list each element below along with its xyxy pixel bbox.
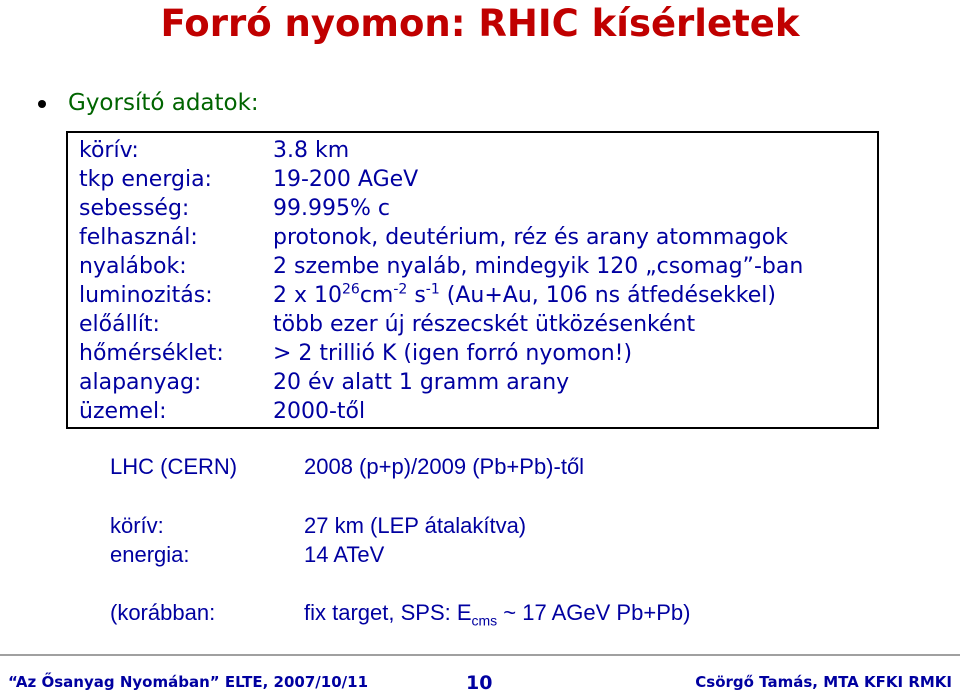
row-value: 27 km (LEP átalakítva) (304, 513, 527, 538)
page-number: 10 (466, 672, 493, 694)
slide-title: Forró nyomon: RHIC kísérletek (160, 2, 800, 45)
row-label: sebesség: (79, 196, 190, 221)
row-value: protonok, deutérium, réz és arany atommagok (273, 225, 788, 250)
row-label: energia: (110, 542, 190, 567)
row-value: 2 x $10^{26}cm^{-2}$ $s^{-1}$ (Au+Au, 106 ns átfedésekkel) (273, 281, 776, 308)
row-value: > 2 trillió K (igen forró nyomon!) (273, 341, 633, 366)
row-label: körív: (110, 513, 164, 538)
bullet-heading-text: Gyorsító adatok: (68, 90, 259, 116)
row-label: tkp energia: (79, 167, 212, 192)
row-label: alapanyag: (79, 370, 202, 395)
row-value: 2000-től (273, 399, 366, 424)
row-label: LHC (CERN) (110, 454, 238, 479)
row-label: előállít: (79, 312, 160, 337)
row-value: 3.8 km (273, 138, 350, 163)
row-value: 20 év alatt 1 gramm arany (273, 370, 570, 395)
row-value: 99.995% c (273, 196, 390, 221)
row-value: 2 szembe nyaláb, mindegyik 120 „csomag”-ban (273, 254, 804, 279)
footer-author: Csörgő Tamás, MTA KFKI RMKI (695, 673, 952, 691)
row-value: 2008 (p+p)/2009 (Pb+Pb)-től (304, 454, 585, 479)
row-label: üzemel: (79, 399, 167, 424)
row-label: nyalábok: (79, 254, 187, 279)
row-label: (korábban: (110, 600, 216, 625)
footer-event: “Az Ősanyag Nyomában” ELTE, 2007/10/11 (8, 673, 369, 691)
row-value: 19-200 AGeV (273, 167, 419, 192)
row-label: hőmérséklet: (79, 341, 224, 366)
row-value: 14 ATeV (304, 542, 385, 567)
row-value: fix target, SPS: $E_{cms}$ ~ 17 AGeV Pb+Pb) (304, 600, 691, 629)
row-value: több ezer új részecskét ütközésenként (273, 312, 696, 337)
footer-divider (0, 654, 960, 656)
row-label: luminozitás: (79, 283, 213, 308)
bullet-dot-icon (38, 100, 46, 108)
row-label: körív: (79, 138, 139, 163)
row-label: felhasznál: (79, 225, 198, 250)
